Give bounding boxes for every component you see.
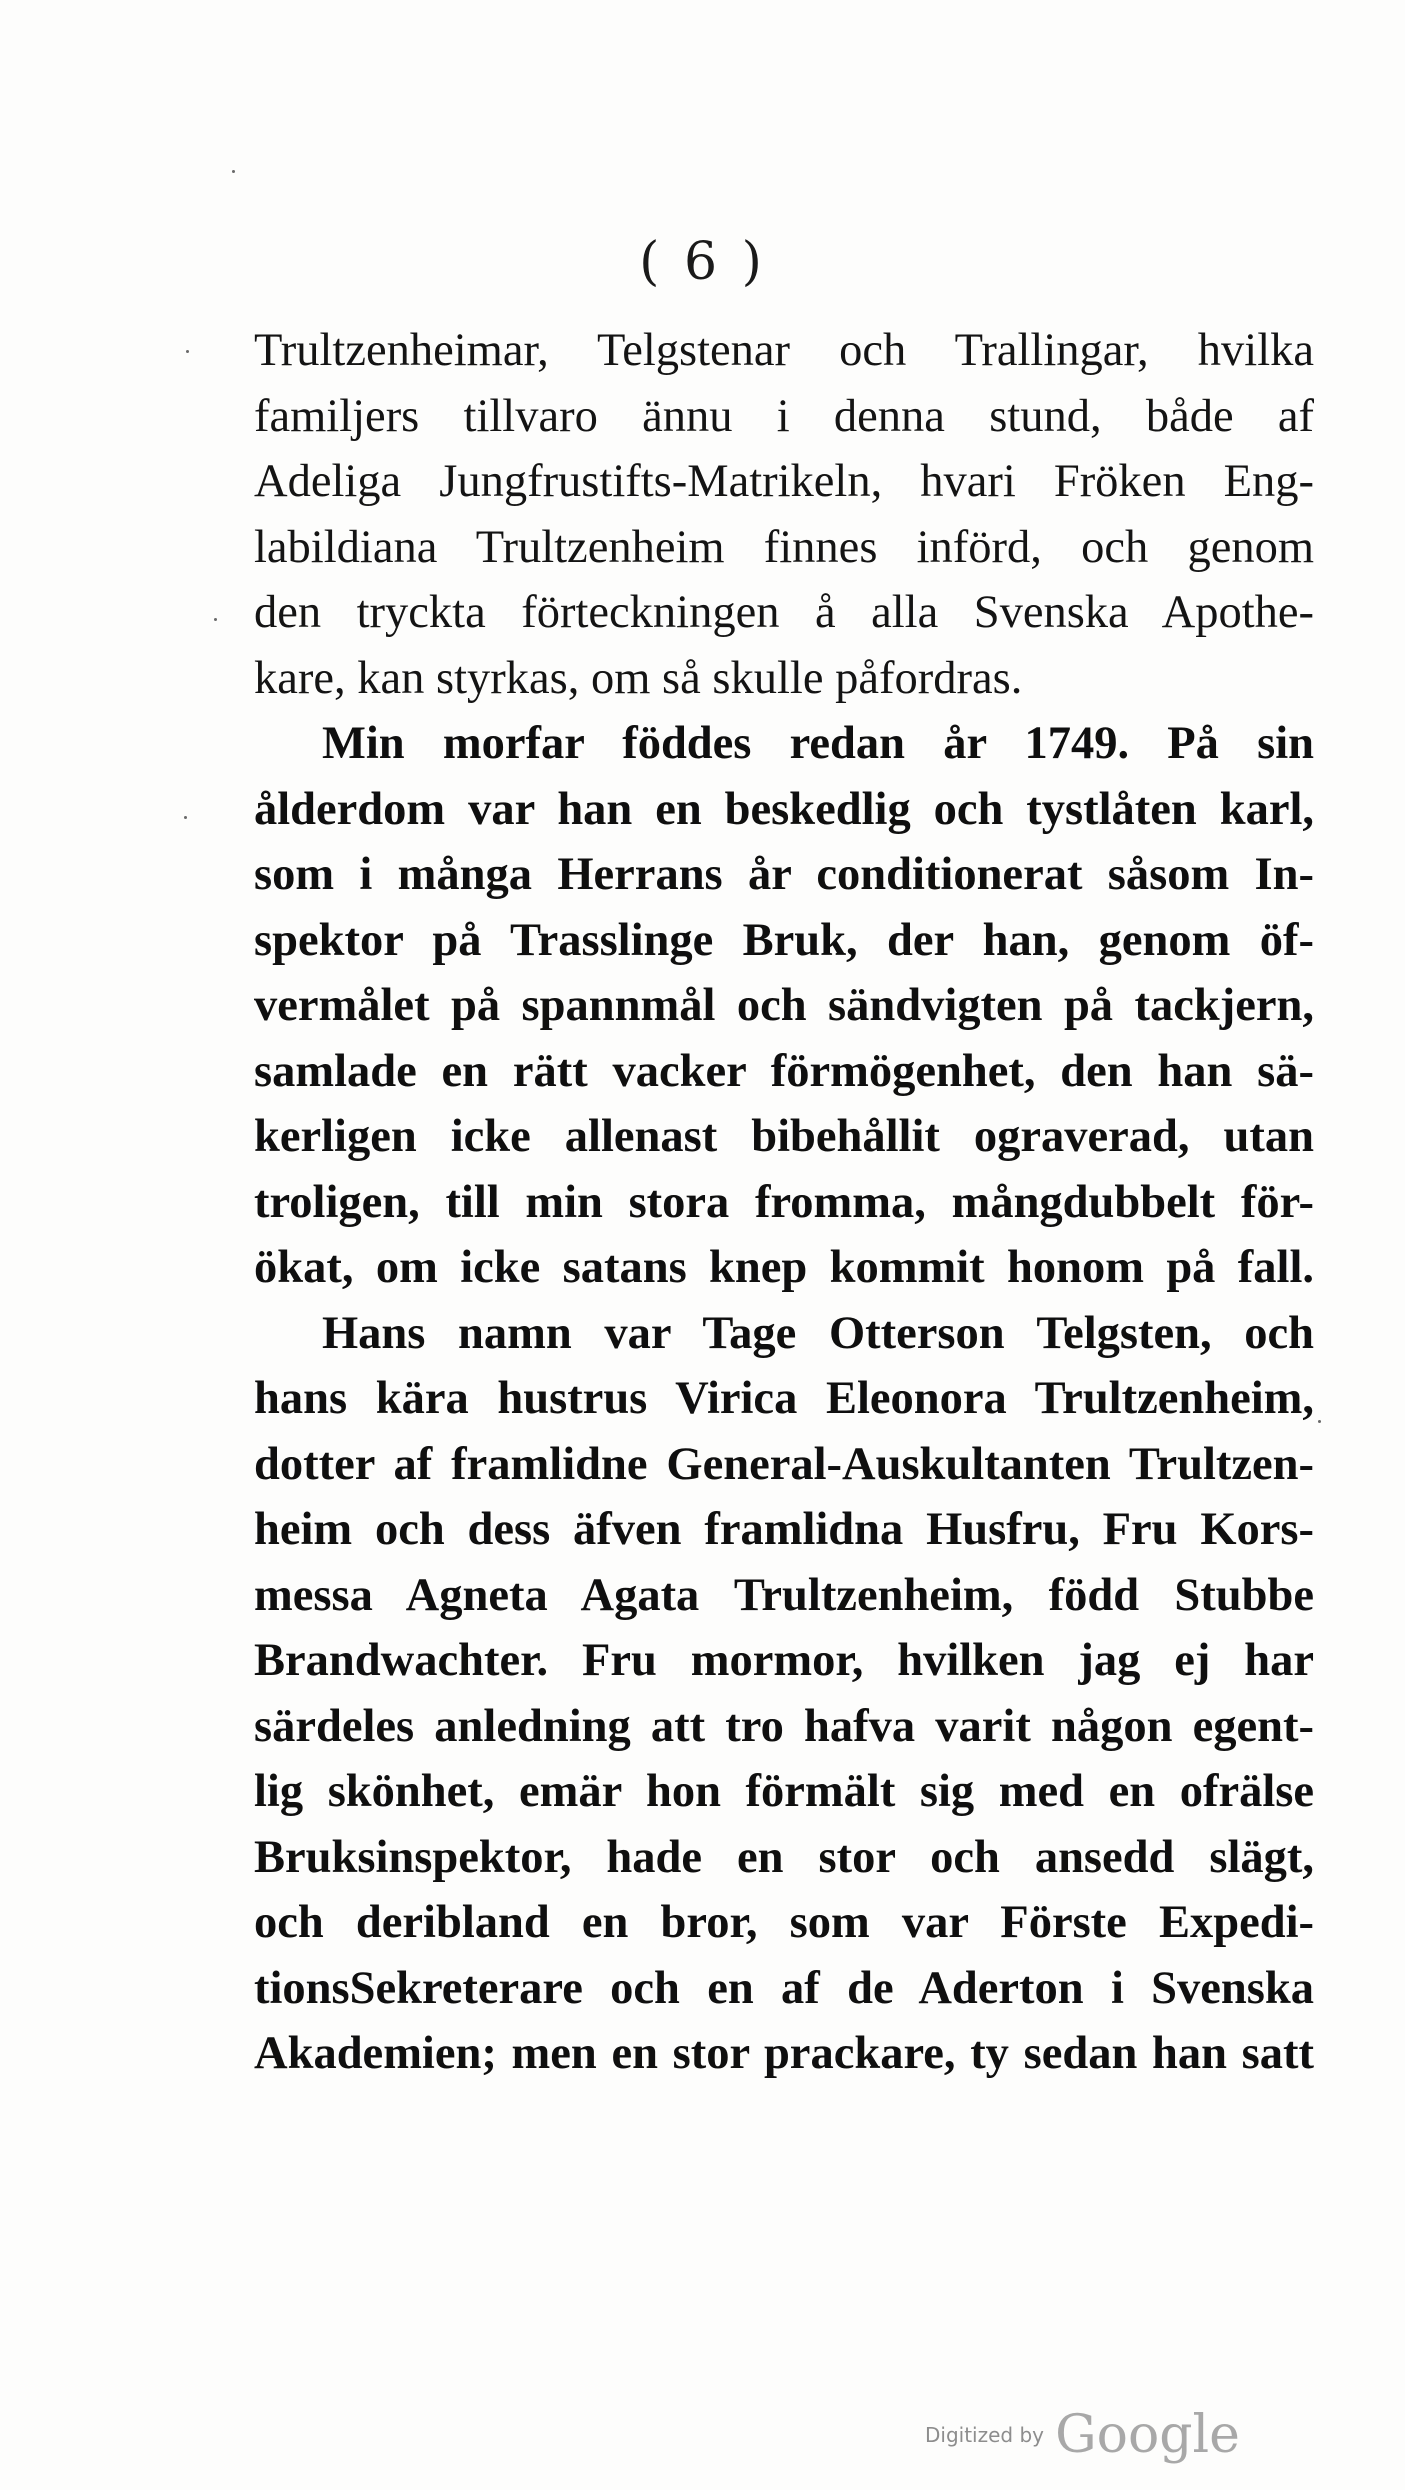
paragraph-3: [254, 1301, 1314, 2087]
text-line: ökat, om icke satans knep kommit honom på fall.: [254, 1242, 1314, 1293]
scan-speck: [184, 816, 187, 819]
text-line: tionsSekreterare och en af de Aderton i Svenska: [254, 1962, 1314, 2014]
text-line: spektor på Trasslinge Bruk, der han, genom öf-: [254, 914, 1314, 966]
text-line: Trultzenheimar, Telgstenar och Trallingar, hvilka: [254, 325, 1314, 376]
scan-speck: [232, 170, 235, 173]
body-text: [254, 318, 1314, 2087]
text-line: labildiana Trultzenheim finnes införd, och genom: [254, 521, 1314, 573]
text-line: familjers tillvaro ännu i denna stund, både af: [254, 390, 1314, 442]
scan-speck: [186, 350, 189, 353]
text-line: Brandwachter. Fru mormor, hvilken jag ej har: [254, 1635, 1314, 1686]
digitized-label: Digitized by: [925, 2423, 1044, 2447]
paragraph-1: [254, 318, 1314, 711]
text-line: samlade en rätt vacker förmögenhet, den han sä-: [254, 1045, 1314, 1097]
text-line: messa Agneta Agata Trultzenheim, född Stubbe: [254, 1569, 1314, 1621]
scan-speck: [214, 618, 217, 621]
text-line: Akademien; men en stor prackare, ty sedan han satt: [254, 2028, 1314, 2079]
text-line: ålderdom var han en beskedlig och tystlåten karl,: [254, 783, 1314, 835]
text-line: dotter af framlidne General-Auskultanten Trultzen-: [254, 1438, 1314, 1490]
text-line: Hans namn var Tage Otterson Telgsten, och: [322, 1307, 1314, 1359]
google-logo: Google: [1055, 2405, 1240, 2465]
text-line: vermålet på spannmål och sändvigten på tackjern,: [254, 980, 1314, 1031]
text-line: kare, kan styrkas, om så skulle påfordras.: [254, 652, 1023, 704]
text-line: Min morfar föddes redan år 1749. På sin: [322, 718, 1314, 769]
digitized-by-google-watermark: [925, 2405, 1240, 2465]
text-line: heim och dess äfven framlidna Husfru, Fru Kors-: [254, 1504, 1314, 1555]
text-line: troligen, till min stora fromma, mångdubbelt för-: [254, 1176, 1314, 1228]
text-line: den tryckta förteckningen å alla Svenska Apothe-: [254, 587, 1314, 638]
text-line: särdeles anledning att tro hafva varit någon egent-: [254, 1700, 1314, 1752]
paragraph-2: [254, 711, 1314, 1301]
text-line: hans kära hustrus Virica Eleonora Trultzenheim,: [254, 1373, 1314, 1424]
scan-speck: [1318, 1420, 1321, 1423]
text-line: Adeliga Jungfrustifts-Matrikeln, hvari Fröken Eng-: [254, 456, 1314, 507]
page-number: ( 6 ): [639, 232, 766, 292]
text-line: Bruksinspektor, hade en stor och ansedd slägt,: [254, 1831, 1314, 1883]
text-line: kerligen icke allenast bibehållit ograverad, utan: [254, 1111, 1314, 1162]
text-line: och deribland en bror, som var Förste Expedi-: [254, 1897, 1314, 1948]
text-line: som i många Herrans år conditionerat såsom In-: [254, 849, 1314, 900]
text-line: lig skönhet, emär hon förmält sig med en ofrälse: [254, 1766, 1314, 1817]
